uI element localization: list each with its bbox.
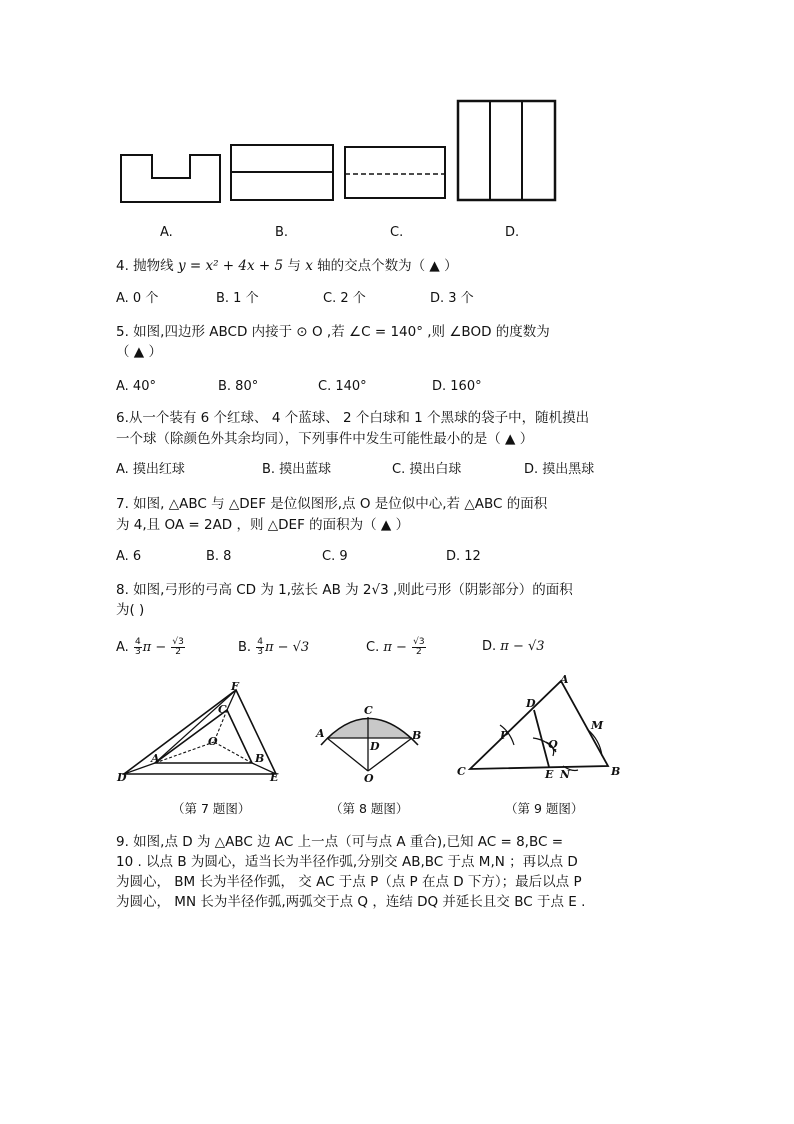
q3-option-a[interactable]: A. — [160, 225, 173, 240]
q8-option-c-label: C. — [366, 640, 380, 655]
numerator: √3 — [172, 637, 184, 647]
q7-stem-line2: 为 4,且 OA = 2AD ，则 △DEF 的面积为（ ▲ ） — [116, 517, 410, 533]
fig8-label-c: C — [364, 704, 373, 717]
q6-option-d[interactable]: D. 摸出黑球 — [524, 462, 595, 477]
fig8-label-d: D — [370, 740, 380, 753]
fig7-label-o: O — [208, 735, 218, 748]
q7-option-d[interactable]: D. 12 — [446, 549, 481, 564]
q5-stem-line2: （ ▲ ） — [116, 344, 162, 360]
fig9-label-c: C — [457, 765, 466, 778]
fig9-label-e: E — [545, 768, 554, 781]
q9-stem-line3: 为圆心， BM 长为半径作弧， 交 AC 于点 P（点 P 在点 D 下方）；最后以点 P — [116, 874, 582, 890]
q8-stem-line1: 8. 如图,弓形的弓高 CD 为 1,弦长 AB 为 2√3 ,则此弓形（阴影部分）的面积 — [116, 582, 573, 598]
q9-stem-line2: 10 . 以点 B 为圆心，适当长为半径作弧,分别交 AB,BC 于点 M,N ；再以点 D — [116, 854, 578, 870]
fig7-label-c: C — [218, 703, 227, 716]
q5-stem-line1: 5. 如图,四边形 ABCD 内接于 ⊙ O ,若 ∠C = 140° ,则 ∠BOD 的度数为 — [116, 324, 550, 340]
pi-minus-sqrt3: π − √3 — [500, 639, 545, 654]
fig9-label-a: A — [560, 673, 569, 686]
numerator: 4 — [257, 637, 263, 647]
q4-option-c[interactable]: C. 2 个 — [323, 291, 366, 306]
denominator: 3 — [134, 647, 141, 657]
q9-stem-line1: 9. 如图,点 D 为 △ABC 边 AC 上一点（可与点 A 重合),已知 AC = 8,BC = — [116, 834, 564, 850]
pi-minus: π − — [383, 640, 407, 655]
pi-minus: π − — [142, 640, 167, 655]
fig7-caption: （第 7 题图） — [172, 801, 251, 816]
q6-option-c[interactable]: C. 摸出白球 — [392, 462, 462, 477]
q6-option-b[interactable]: B. 摸出蓝球 — [262, 462, 332, 477]
q4-option-a[interactable]: A. 0 个 — [116, 291, 159, 306]
q8-stem-line2: 为( ) — [116, 602, 145, 618]
q4-expression: y = x² + 4x + 5 — [177, 258, 284, 274]
fig8-label-a: A — [316, 727, 325, 740]
q3-option-c[interactable]: C. — [390, 225, 404, 240]
fig9-label-n: N — [560, 768, 571, 781]
fig8-label-o: O — [364, 772, 374, 785]
numerator: 4 — [134, 637, 141, 647]
q3-option-d[interactable]: D. — [505, 225, 520, 240]
q6-option-a[interactable]: A. 摸出红球 — [116, 462, 185, 477]
q7-stem-line1: 7. 如图, △ABC 与 △DEF 是位似图形,点 O 是位似中心,若 △ABC 的面积 — [116, 496, 548, 512]
numerator: √3 — [413, 637, 425, 647]
q5-option-d[interactable]: D. 160° — [432, 379, 482, 394]
q7-option-b[interactable]: B. 8 — [206, 549, 232, 564]
pi-minus-sqrt3: π − √3 — [264, 640, 310, 655]
q7-option-c[interactable]: C. 9 — [322, 549, 348, 564]
fig8-label-b: B — [412, 729, 422, 742]
fig7-label-e: E — [270, 771, 279, 784]
q5-option-b[interactable]: B. 80° — [218, 379, 259, 394]
denominator: 3 — [257, 647, 263, 657]
q3-option-b[interactable]: B. — [275, 225, 289, 240]
fig7-label-a: A — [151, 752, 160, 765]
q4-prefix: 4. 抛物线 — [116, 258, 178, 274]
fig9-label-p: P — [500, 729, 509, 742]
fig8-caption: （第 8 题图） — [330, 801, 409, 816]
fig9-label-b: B — [611, 765, 621, 778]
q8-option-a-label: A. — [116, 640, 129, 655]
fig9-caption: （第 9 题图） — [505, 801, 584, 816]
q5-option-c[interactable]: C. 140° — [318, 379, 367, 394]
q5-option-a[interactable]: A. 40° — [116, 379, 156, 394]
q4-option-b[interactable]: B. 1 个 — [216, 291, 259, 306]
fig7-label-d: D — [117, 771, 127, 784]
q9-stem-line4: 为圆心， MN 长为半径作弧,两弧交于点 Q ，连结 DQ 并延长且交 BC 于点 E . — [116, 894, 586, 910]
q6-stem-line2: 一个球（除颜色外其余均同），下列事件中发生可能性最小的是（ ▲ ） — [116, 431, 534, 447]
q8-option-d-label: D. — [482, 639, 497, 654]
q7-option-a[interactable]: A. 6 — [116, 549, 142, 564]
q4-suffix: 轴的交点个数为（ ▲ ） — [312, 258, 458, 274]
fig9-label-q: Q — [548, 738, 558, 751]
q4-option-d[interactable]: D. 3 个 — [430, 291, 474, 306]
fig7-label-b: B — [255, 752, 265, 765]
fig9-label-d: D — [526, 697, 536, 710]
q4-var: x — [305, 258, 313, 274]
denominator: 2 — [175, 647, 181, 657]
q4-mid: 与 — [283, 258, 306, 274]
q8-option-b-label: B. — [238, 640, 252, 655]
fig7-label-f: F — [231, 680, 239, 693]
q6-stem-line1: 6.从一个装有 6 个红球、 4 个蓝球、 2 个白球和 1 个黑球的袋子中，随机摸出 — [116, 410, 590, 426]
denominator: 2 — [415, 647, 422, 657]
fig9-label-m: M — [591, 719, 604, 732]
